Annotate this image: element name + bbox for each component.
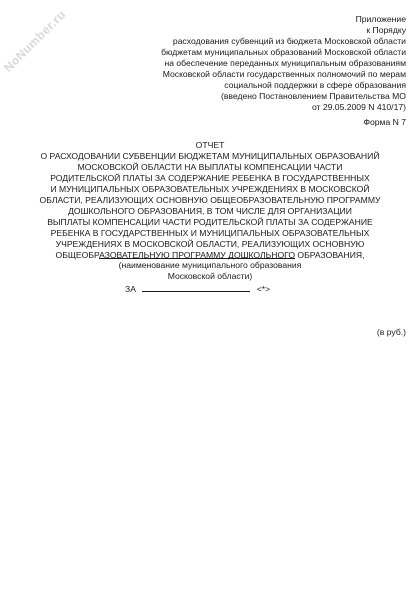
- appendix-header: [106, 14, 406, 113]
- appendix-line: к Порядку: [366, 25, 406, 35]
- report-title-line: РЕБЕНКА В ГОСУДАРСТВЕННЫХ И МУНИЦИПАЛЬНЫХ ОБРАЗОВАТЕЛЬНЫХ: [50, 228, 370, 238]
- report-title-line: ВЫПЛАТЫ КОМПЕНСАЦИИ ЧАСТИ РОДИТЕЛЬСКОЙ ПЛАТЫ ЗА СОДЕРЖАНИЕ: [47, 217, 373, 227]
- period-row: [125, 283, 270, 295]
- report-title-line: РОДИТЕЛЬСКОЙ ПЛАТЫ ЗА СОДЕРЖАНИЕ РЕБЕНКА В ГОСУДАРСТВЕННЫХ: [50, 173, 370, 183]
- form-number: Форма N 7: [363, 117, 406, 127]
- municipality-caption-line: Московской области): [167, 271, 253, 281]
- appendix-line: (введено Постановлением Правительства МО: [220, 91, 406, 101]
- report-title-line: О РАСХОДОВАНИИ СУБВЕНЦИИ БЮДЖЕТАМ МУНИЦИПАЛЬНЫХ ОБРАЗОВАНИЙ: [40, 151, 380, 161]
- footnote-ref: <*>: [256, 284, 271, 294]
- report-title-line: УЧРЕЖДЕНИЯХ В МОСКОВСКОЙ ОБЛАСТИ, РЕАЛИЗУЮЩИХ ОСНОВНУЮ: [55, 239, 365, 249]
- watermark: NoNumber.ru: [0, 7, 69, 75]
- municipality-name-field[interactable]: [99, 258, 295, 259]
- report-title-line: ОБЩЕОБРАЗОВАТЕЛЬНУЮ ПРОГРАММУ ДОШКОЛЬНОГО ОБРАЗОВАНИЯ,: [55, 250, 365, 260]
- appendix-line: расходования субвенций из бюджета Московской области: [172, 36, 406, 46]
- appendix-line: от 29.05.2009 N 410/17): [311, 102, 406, 112]
- period-prefix: ЗА: [125, 284, 136, 294]
- appendix-line: Приложение: [355, 14, 406, 24]
- appendix-line: бюджетам муниципальных образований Московской области: [161, 47, 406, 57]
- municipality-caption-line: (наименование муниципального образования: [118, 260, 302, 270]
- report-title: [14, 140, 406, 261]
- report-title-line: ДОШКОЛЬНОГО ОБРАЗОВАНИЯ, В ТОМ ЧИСЛЕ ДЛЯ ОРГАНИЗАЦИИ: [68, 206, 352, 216]
- report-title-line: МОСКОВСКОЙ ОБЛАСТИ НА ВЫПЛАТЫ КОМПЕНСАЦИИ ЧАСТИ: [77, 162, 343, 172]
- appendix-line: Московской области государственных полномочий по мерам: [162, 69, 406, 79]
- municipality-caption: [14, 260, 406, 282]
- appendix-line: на обеспечение переданных муниципальным образованиям: [164, 58, 406, 68]
- report-title-line: ОБЛАСТИ, РЕАЛИЗУЮЩИХ ОСНОВНУЮ ОБЩЕОБРАЗОВАТЕЛЬНУЮ ПРОГРАММУ: [39, 195, 381, 205]
- report-title-line: ОТЧЕТ: [195, 140, 225, 150]
- appendix-line: социальной поддержки в сфере образования: [224, 80, 406, 90]
- report-title-line: И МУНИЦИПАЛЬНЫХ ОБРАЗОВАТЕЛЬНЫХ УЧРЕЖДЕНИЯХ В МОСКОВСКОЙ: [50, 184, 370, 194]
- period-field[interactable]: [142, 283, 250, 292]
- currency-unit: (в руб.): [376, 327, 406, 337]
